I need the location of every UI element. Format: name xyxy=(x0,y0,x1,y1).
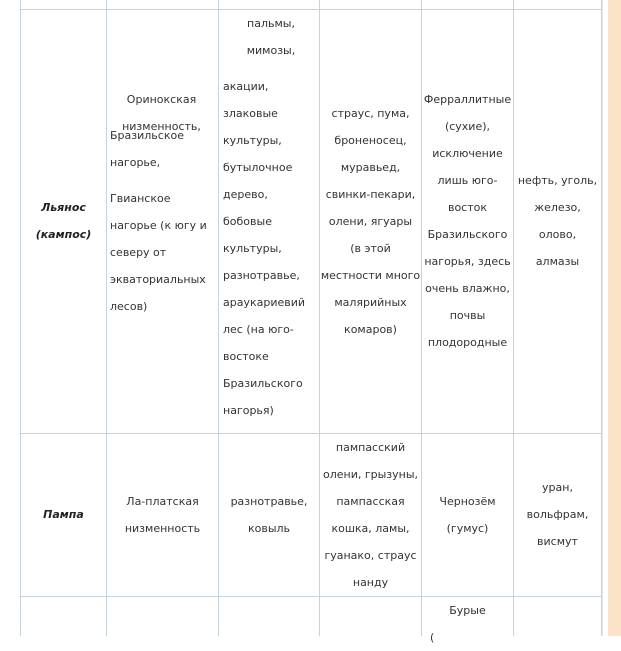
cell-minerals-llanos xyxy=(514,167,601,275)
cell-minerals-pampa xyxy=(514,474,601,555)
text-line: вольфрам, xyxy=(526,508,589,521)
text-line: Ла-платская xyxy=(126,495,199,508)
text-line: нагорье, xyxy=(110,156,161,169)
row-name-line: Пампа xyxy=(43,508,84,521)
text-line: пальмы, xyxy=(247,17,295,30)
cell-relief-pampa xyxy=(107,488,218,542)
page-margin-right xyxy=(602,0,621,636)
text-line: злаковые xyxy=(223,107,278,120)
cell-vegetation-llanos-top xyxy=(219,10,319,64)
text-line: разнотравье, xyxy=(223,269,300,282)
text-line: Чернозём xyxy=(439,495,496,508)
text-line: культуры, xyxy=(223,134,282,147)
text-line: нагорья, здесь xyxy=(424,255,511,268)
text-line: Гвианское xyxy=(110,192,171,205)
text-line: нефть, уголь, xyxy=(517,174,598,187)
text-line: (гумус) xyxy=(446,522,489,535)
page-background-strip xyxy=(608,0,621,636)
text-line: почвы xyxy=(449,309,486,322)
text-line: Оринокская xyxy=(126,93,197,106)
text-line: нанду xyxy=(352,576,389,589)
text-line: плодородные xyxy=(427,336,508,349)
text-line: Бразильского xyxy=(223,377,303,390)
cell-animals-pampa xyxy=(320,434,421,596)
text-line: араукариевий xyxy=(223,296,306,309)
text-line: разнотравье, xyxy=(230,495,308,508)
row-name-line: Льянос xyxy=(41,201,86,214)
cell-vegetation-llanos xyxy=(223,73,319,424)
row-divider-llanos-pampa xyxy=(20,433,602,434)
text-line: алмазы xyxy=(535,255,580,268)
text-line: нагорье (к югу и xyxy=(110,219,207,232)
row-name-pampa xyxy=(21,501,106,528)
text-line: нагорья) xyxy=(223,404,274,417)
text-line: исключение xyxy=(432,147,503,160)
cell-soils-llanos xyxy=(422,86,513,356)
text-line: гуанако, страус xyxy=(324,549,417,562)
text-line: дерево, xyxy=(223,188,268,201)
table-border-right xyxy=(601,0,602,636)
text-line: экваториальных xyxy=(110,273,206,286)
cell-vegetation-pampa xyxy=(219,488,319,542)
text-line: муравьед, xyxy=(340,161,401,174)
cell-relief-llanos xyxy=(107,86,218,320)
row-divider-pampa-next xyxy=(20,596,602,597)
text-line: страус, пума, xyxy=(331,107,410,120)
text-line: Бразильского xyxy=(427,228,508,241)
cell-animals-llanos xyxy=(320,100,421,343)
text-line: акации, xyxy=(223,80,269,93)
text-line: (сухие), xyxy=(444,120,491,133)
text-line: востоке xyxy=(223,350,269,363)
table-border-left xyxy=(20,0,21,636)
cell-soils-pampa xyxy=(422,488,513,542)
text-line: бобовые xyxy=(223,215,272,228)
text-line: Бразильское xyxy=(110,129,184,142)
text-line: лесов) xyxy=(110,300,148,313)
text-line: бутылочное xyxy=(223,161,293,174)
text-line: броненосец, xyxy=(334,134,407,147)
text-line: низменность, xyxy=(122,120,201,133)
text-line: северу от xyxy=(110,246,167,259)
text-line: (в этой xyxy=(350,242,391,255)
text-line: малярийных xyxy=(334,296,407,309)
text-line: олени, грызуны, xyxy=(322,468,419,481)
text-line: уран, xyxy=(542,481,573,494)
text-line: ( xyxy=(430,631,435,644)
text-line: очень влажно, xyxy=(425,282,510,295)
text-line: культуры, xyxy=(223,242,282,255)
text-line: ковыль xyxy=(247,522,291,535)
text-line: олово, xyxy=(538,228,577,241)
text-line: восток xyxy=(447,201,488,214)
text-line: Ферраллитные xyxy=(423,93,512,106)
text-line: мимозы, xyxy=(246,44,296,57)
cell-soils-next xyxy=(422,597,513,651)
row-name-line: (кампос) xyxy=(35,228,92,241)
text-line xyxy=(107,176,218,185)
row-name-llanos xyxy=(21,194,106,248)
text-line: висмут xyxy=(537,535,578,548)
text-line: свинки-пекари, xyxy=(325,188,416,201)
text-line: лишь юго- xyxy=(437,174,498,187)
text-line: пампасская xyxy=(336,495,405,508)
text-line: пампасский xyxy=(335,441,406,454)
text-line: лес (на юго- xyxy=(223,323,294,336)
text-line: олени, ягуары xyxy=(328,215,413,228)
content-border xyxy=(602,0,603,636)
text-line: железо, xyxy=(534,201,581,214)
text-line: комаров) xyxy=(344,323,397,336)
text-line: низменность xyxy=(124,522,201,535)
page-margin-left xyxy=(0,0,8,636)
text-line: Бурые xyxy=(449,604,486,617)
text-line: кошка, ламы, xyxy=(331,522,410,535)
text-line: местности много xyxy=(320,269,421,282)
